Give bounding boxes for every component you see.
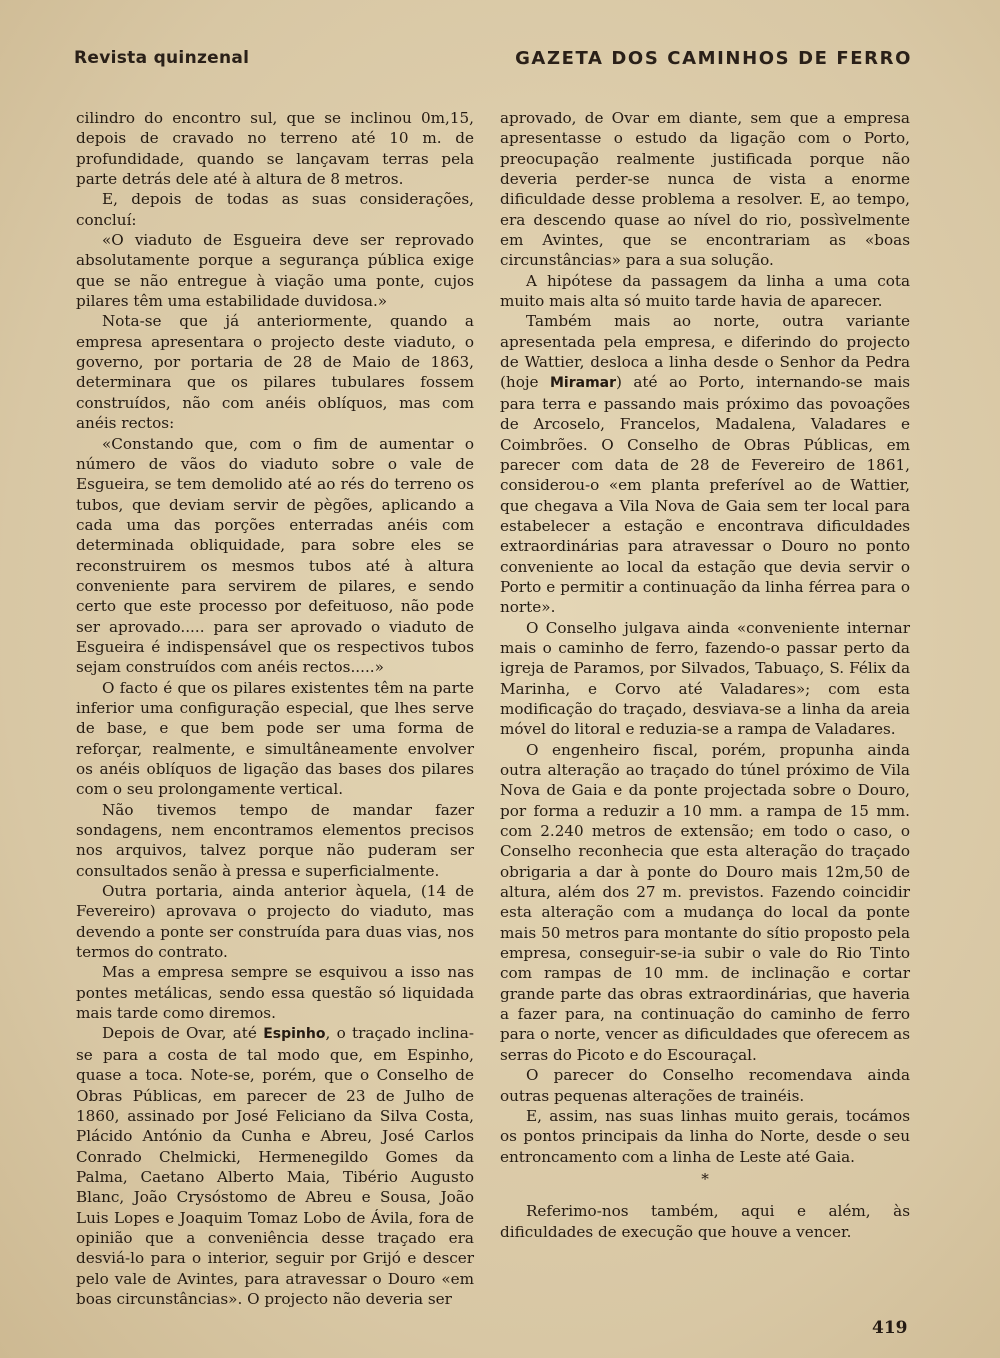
paragraph (76, 1023, 474, 1309)
left-column (76, 108, 474, 1309)
paragraph: Referimo-nos também, aqui e além, às dificuldades de execução que houve a vencer. (500, 1202, 910, 1241)
paragraph: E, depois de todas as suas considerações, concluí: (76, 190, 474, 229)
paragraph: A hipótese da passagem da linha a uma cota muito mais alta só muito tarde havia de aparecer. (500, 271, 910, 311)
right-column (500, 108, 910, 1242)
paragraph (500, 311, 910, 617)
paragraph: O engenheiro fiscal, porém, propunha ainda outra alteração ao traçado do túnel próximo de Vila Nova de Gaia e da ponte projectada sobre o Douro, por forma a reduzir a 10 mm. a rampa de 15 mm. com 2.240 metros de extensão; em todo o caso, o Conselho reconhecia que esta alteração do traçado obrigaria a dar à ponte do Douro mais 12m,50 de altura, além dos 27 m. previstos. Fazendo coincidir esta alteração com a mudança do local da ponte mais 50 metros para montante do sítio proposto pela empresa, conseguir-se-ia subir o vale do Rio Tinto com rampas de 10 mm. de inclinação e cortar grande parte das obras extraordinárias, que haveria a fazer para, na continuação do caminho de ferro para o norte, vencer as dificuldades que oferecem as serras do Picoto e do Escouraçal. (500, 740, 910, 1064)
paragraph: aprovado, de Ovar em diante, sem que a empresa apresentasse o estudo da ligação com o Porto, preocupação realmente justificada porque não deveria perder-se nunca de vista a enorme dificuldade desse problema a resolver. E, ao tempo, era descendo quase ao nível do rio, possìvelmente em Avintes, que se encontrariam as «boas circunstâncias» para a sua solução. (500, 109, 910, 270)
section-separator: * (701, 1169, 709, 1188)
paragraph: «Constando que, com o fim de aumentar o número de vãos do viaduto sobre o vale de Esgueira, se tem demolido até ao rés do terreno os tubos, que deviam servir de pègões, aplicando a cada uma das porções enterradas anéis com determinada obliquidade, para sobre eles se reconstruirem os mesmos tubos até à altura conveniente para servirem de pilares, e sendo certo que este processo por defeituoso, não pode ser aprovado..... para ser aprovado o viaduto de Esgueira é indispensável que os respectivos tubos sejam construídos com anéis rectos.....» (76, 434, 474, 677)
paragraph: Não tivemos tempo de mandar fazer sondagens, nem encontramos elementos precisos nos arquivos, talvez porque não puderam ser consultados senão à pressa e superficialmente. (76, 800, 474, 880)
place-name-bold: Miramar (549, 375, 617, 392)
header-left-title: Revista quinzenal (74, 48, 250, 68)
paragraph: Outra portaria, ainda anterior àquela, (14 de Fevereiro) aprovava o projecto do viaduto, mas devendo a ponte ser construída para duas vias, nos termos do contrato. (76, 882, 474, 962)
place-name-bold: Espinho (263, 1026, 326, 1043)
paragraph: «O viaduto de Esgueira deve ser reprovado absolutamente porque a segurança pública exige que se não entregue à viação uma ponte, cujos pilares têm uma estabilidade duvidosa.» (76, 231, 474, 311)
paragraph: O Conselho julgava ainda «conveniente internar mais o caminho de ferro, fazendo-o passar perto da igreja de Paramos, por Silvados, Tabuaço, S. Félix da Marinha, e Corvo até Valadares»; com esta modificação do traçado, desviava-se a linha da areia móvel do litoral e reduzia-se a rampa de Valadares. (500, 618, 910, 739)
text-run: Também mais ao norte, outra variante apresentada pela empresa, e diferindo do projecto de Wattier, desloca a linha desde o Senhor da Pedra (hoje (500, 312, 910, 392)
paragraph: cilindro do encontro sul, que se inclinou 0m,15, depois de cravado no terreno até 10 m. de profundidade, quando se lançavam terras pela parte detrás dele até à altura de 8 metros. (76, 109, 474, 189)
paragraph: E, assim, nas suas linhas muito gerais, tocámos os pontos principais da linha do Norte, desde o seu entroncamento com a linha de Leste até Gaia. (500, 1106, 910, 1166)
header-right-title: GAZETA DOS CAMINHOS DE FERRO (515, 48, 912, 69)
paragraph: O parecer do Conselho recomendava ainda outras pequenas alterações de trainéis. (500, 1066, 910, 1105)
text-run: ) até ao Porto, internando-se mais para terra e passando mais próximo das povoações de Arcoselo, Francelos, Madalena, Valadares e Coimbrões. O Conselho de Obras Públicas, em parecer com data de 28 de Fevereiro de 1861, considerou-o «em planta preferível ao de Wattier, que chegava a Vila Nova de Gaia sem ter local para estabelecer a estação e encontrava dificuldades extraordinárias para atravessar o Douro no ponto conveniente ao local da estação que devia servir o Porto e permitir a continuação da linha férrea para o norte». (500, 373, 911, 617)
page-number: 419 (872, 1318, 908, 1338)
paragraph: Nota-se que já anteriormente, quando a empresa apresentara o projecto deste viaduto, o governo, por portaria de 28 de Maio de 1863, determinara que os pilares tubulares fossem construídos, não com anéis oblíquos, mas com anéis rectos: (76, 312, 474, 433)
paragraph: Mas a empresa sempre se esquivou a isso nas pontes metálicas, sendo essa questão só liquidada mais tarde como diremos. (76, 963, 474, 1023)
paragraph: O facto é que os pilares existentes têm na parte inferior uma configuração especial, que lhes serve de base, e que bem pode ser uma forma de reforçar, realmente, e simultâneamente envolver os anéis oblíquos de ligação das bases dos pilares com o seu prolongamente vertical. (76, 678, 474, 799)
text-run: Depois de Ovar, até (102, 1024, 264, 1043)
text-run: , o traçado inclina-se para a costa de tal modo que, em Espinho, quase a toca. Note-se, porém, que o Conselho de Obras Públicas, em parecer de 23 de Julho de 1860, assinado por José Feliciano da Silva Costa, Plácido António da Cunha e Abreu, José Carlos Conrado Chelmicki, Hermenegildo Gomes da Palma, Caetano Alberto Maia, Tibério Augusto Blanc, João Crysóstomo de Abreu e Sousa, João Luis Lopes e Joaquim Tomaz Lobo de Ávila, fora de opinião que a conveniência desse traçado era desviá-lo para o interior, seguir por Grijó e descer pelo vale de Avintes, para atravessar o Douro «em boas circunstâncias». O projecto não deveria ser (76, 1024, 474, 1308)
